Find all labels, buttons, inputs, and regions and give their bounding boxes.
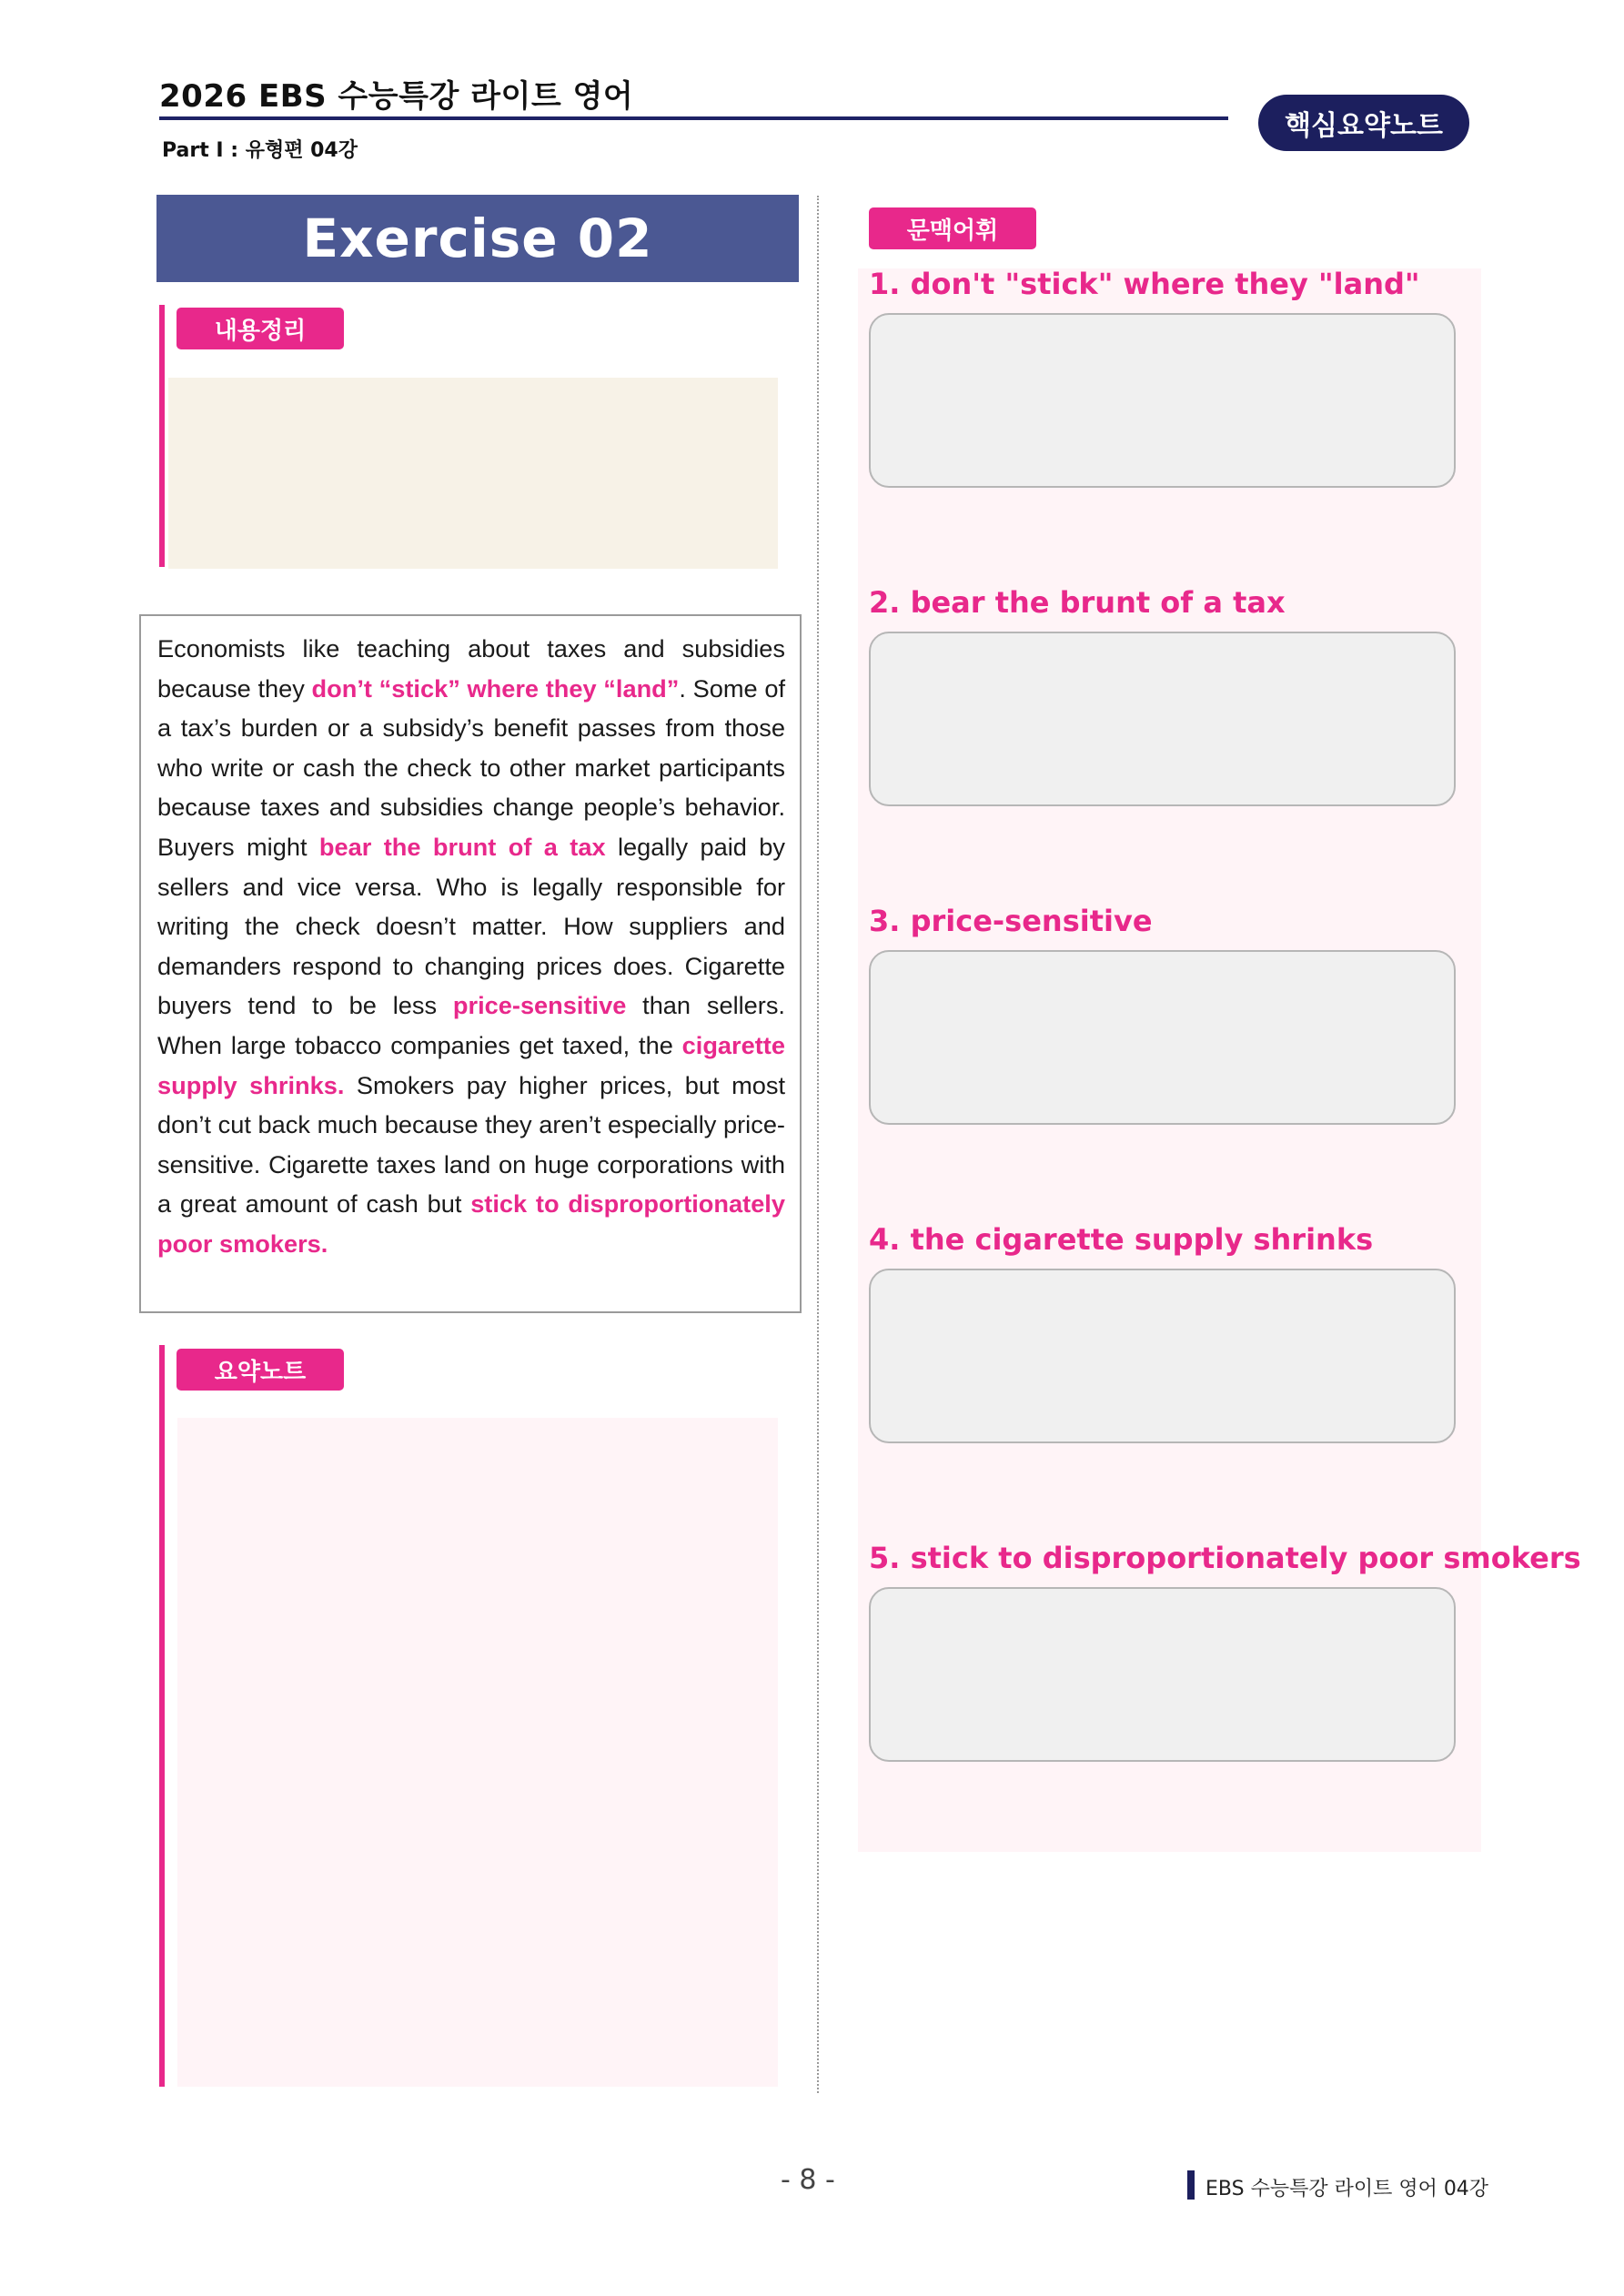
vocab-heading-4: 4. the cigarette supply shrinks (869, 1222, 1374, 1257)
content-summary-box[interactable] (168, 378, 778, 569)
vocab-tag: 문맥어휘 (869, 207, 1036, 249)
reading-passage (139, 614, 802, 1313)
column-divider (817, 196, 819, 2093)
exercise-title-banner: Exercise 02 (156, 195, 799, 282)
passage-highlight: stick to disproportionately poor smokers. (157, 1189, 785, 1258)
passage-run: than sellers. When large tobacco companies get taxed, the (157, 991, 785, 1059)
passage-run: legally paid by sellers and vice versa. Who is legally responsible for writing the check doesn’t matter. How suppliers and demanders respond to changing prices does. Cigarette buyers tend to be less (157, 832, 785, 1020)
vocab-answer-box-1[interactable] (869, 313, 1456, 488)
core-summary-badge: 핵심요약노트 (1258, 95, 1469, 151)
vocab-heading-2: 2. bear the brunt of a tax (869, 585, 1286, 620)
vocab-heading-5: 5. stick to disproportionately poor smokers (869, 1541, 1581, 1575)
vocab-heading-1: 1. don't "stick" where they "land" (869, 267, 1420, 301)
content-summary-bar (159, 305, 165, 567)
page-number: - 8 - (781, 2164, 835, 2196)
summary-note-box[interactable] (177, 1418, 778, 2087)
passage-highlight: bear the brunt of a tax (318, 832, 606, 861)
passage-highlight: don’t “stick” where they “land” (311, 673, 680, 703)
content-summary-tag: 내용정리 (177, 308, 344, 349)
passage-run: Smokers pay higher prices, but most don’t cut back much because they aren’t especially price-sensitive. Cigarette taxes land on huge corporations with a great amount of cash but (157, 1070, 785, 1219)
footer-marker (1187, 2170, 1195, 2200)
summary-note-tag: 요약노트 (177, 1349, 344, 1391)
header-divider (159, 116, 1228, 120)
passage-highlight: cigarette supply shrinks. (157, 1030, 785, 1099)
summary-note-bar (159, 1345, 165, 2087)
vocab-heading-3: 3. price-sensitive (869, 904, 1153, 938)
passage-run: . Some of a tax’s burden or a subsidy’s benefit passes from those who write or cash the check to other market participants because taxes and subsidies change people’s behavior. Buyers might (157, 673, 785, 861)
part-label: Part Ⅰ : 유형편 04강 (162, 139, 358, 162)
vocab-answer-box-5[interactable] (869, 1587, 1456, 1762)
vocab-answer-box-3[interactable] (869, 950, 1456, 1125)
vocab-answer-box-4[interactable] (869, 1269, 1456, 1443)
footer-text: EBS 수능특강 라이트 영어 04강 (1205, 2178, 1489, 2200)
book-title: 2026 EBS 수능특강 라이트 영어 (159, 78, 634, 115)
passage-highlight: price-sensitive (452, 991, 627, 1020)
vocab-answer-box-2[interactable] (869, 632, 1456, 806)
passage-text (157, 634, 785, 1258)
passage-run: Economists like teaching about taxes and subsidies because they (157, 634, 785, 703)
